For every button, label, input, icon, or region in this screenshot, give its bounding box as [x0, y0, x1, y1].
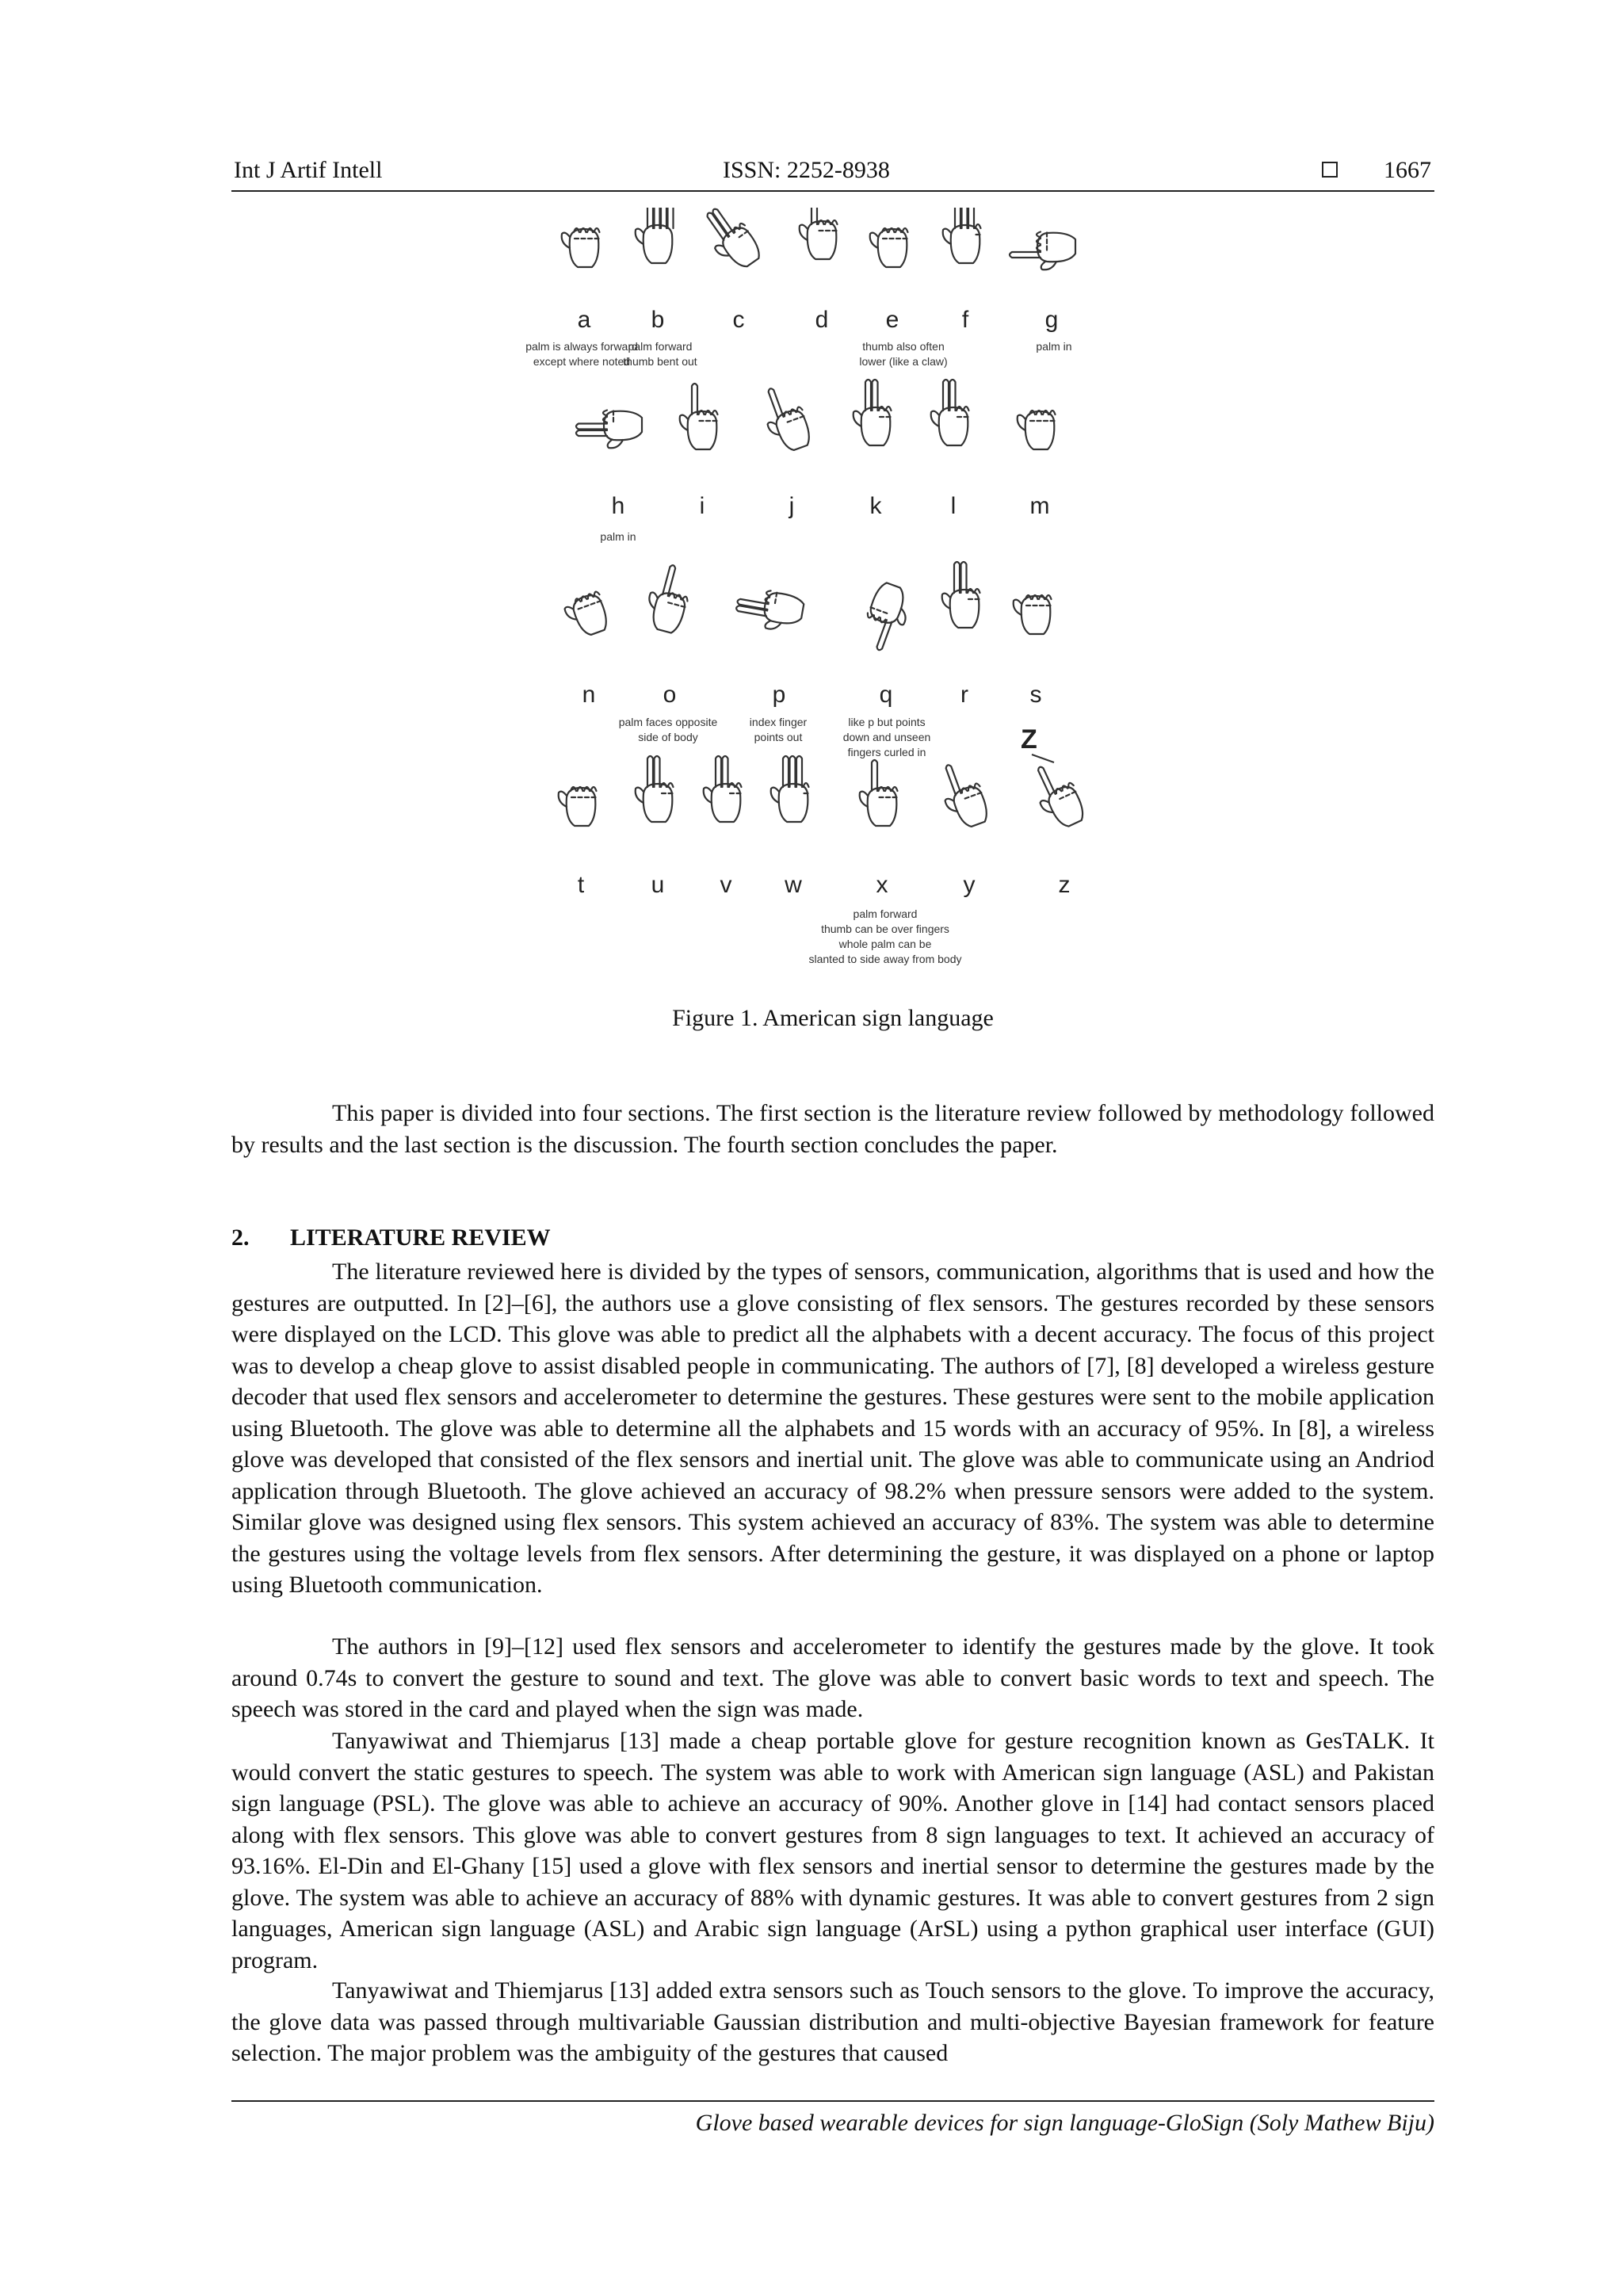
hand-z-icon [1026, 758, 1088, 833]
hand-n-icon [563, 590, 612, 640]
letter-x: x [876, 872, 888, 898]
note-g: palm in [1036, 340, 1072, 353]
hand-w-icon [771, 756, 809, 822]
letter-s: s [1029, 682, 1042, 708]
letter-l: l [950, 493, 957, 519]
note-x: palm forward thumb can be over fingers whole palm can be slanted to side away from body [808, 907, 962, 965]
section-number: 2. [231, 1224, 250, 1251]
note-h: palm in [600, 530, 636, 543]
body-paragraph-2: The authors in [9]–[12] used flex sensors and accelerometer to identify the gestures made by the glove. It took around 0.74s to convert the gesture to sound and text. The glove was able to convert basic words to text and speech. The speech was stored in the card and played when the sign was made. [231, 1633, 1434, 1722]
figure-caption: Figure 1. American sign language [672, 1005, 994, 1031]
letter-o: o [663, 682, 677, 708]
letter-e: e [885, 307, 899, 333]
journal-name: Int J Artif Intell [234, 157, 383, 183]
checkbox-square-icon [1322, 162, 1338, 178]
hand-e-icon [870, 228, 908, 267]
hand-h-icon [576, 411, 642, 449]
body-paragraph-4: Tanyawiwat and Thiemjarus [13] added extra sensors such as Touch sensors to the glove. To improve the accuracy, the glove data was passed through multivariable Gaussian distribution and multi-objective Bayesian framework for feature selection. The major problem was the ambiguity of the gestures that caused [231, 1977, 1434, 2066]
hand-f-icon [943, 208, 981, 263]
hand-v-icon [704, 756, 742, 822]
hand-y-icon [934, 758, 991, 832]
letter-q: q [879, 682, 893, 708]
intro-paragraph: This paper is divided into four sections. The first section is the literature review followed by methodology followed by results and the last section is the discussion. The fourth section concludes the paper. [231, 1100, 1434, 1158]
letter-t: t [577, 872, 585, 898]
hand-t-icon [559, 787, 597, 826]
section-title: LITERATURE REVIEW [290, 1224, 551, 1251]
section-heading [231, 1224, 551, 1251]
running-header [231, 155, 1434, 192]
letter-d: d [815, 307, 829, 333]
note-a: palm is always forward except where noted [525, 340, 638, 368]
z-motion-mark: Z [1021, 724, 1037, 755]
note-p: index finger points out [749, 716, 808, 743]
body-paragraph-3: Tanyawiwat and Thiemjarus [13] made a cheap portable glove for gesture recognition known as GesTALK. It would convert the static gestures to speech. The system was able to work with American sign language (ASL) and Pakistan sign language (PSL). The glove was able to achieve an accuracy of 90%. Another glove in [14] had contact sensors placed along with flex sensors. This glove was able to convert gestures from 8 sign languages to text. It achieved an accuracy of 93.16%. El-Din and El-Ghany [15] used a glove with flex sensors and inertial sensor to determine the gestures made by the glove. The system was able to achieve an accuracy of 88% with dynamic gestures. It was able to convert gestures from 2 sign languages, American sign language (ASL) and Arabic sign language (ArSL) using a python graphical user interface (GUI) program. [231, 1728, 1434, 1973]
hand-p-icon [734, 586, 805, 634]
hand-d-icon [800, 208, 838, 259]
z-motion-arrow-icon [1032, 755, 1054, 762]
note-b: palm forward thumb bent out [623, 340, 697, 368]
note-q: like p but points down and unseen fingers curled in [842, 716, 931, 758]
letter-n: n [582, 682, 596, 708]
running-footer: Glove based wearable devices for sign language-GloSign (Soly Mathew Biju) [231, 2100, 1434, 2137]
page-number: 1667 [1384, 157, 1431, 183]
hand-r-icon [942, 562, 980, 628]
hand-g-icon [1010, 232, 1075, 270]
letter-v: v [720, 872, 732, 898]
letter-m: m [1029, 493, 1050, 519]
letter-y: y [963, 872, 976, 898]
letter-w: w [785, 872, 802, 898]
hand-q-icon [857, 580, 915, 655]
hand-a-icon [562, 228, 600, 267]
letter-a: a [577, 307, 591, 333]
hand-l-icon [931, 380, 969, 445]
letter-b: b [651, 307, 665, 333]
letter-h: h [611, 493, 625, 519]
note-o: palm faces opposite side of body [618, 716, 718, 743]
letter-f: f [961, 307, 969, 333]
issn: ISSN: 2252-8938 [723, 157, 890, 183]
hand-s-icon [1014, 595, 1052, 634]
letter-k: k [869, 493, 882, 519]
hand-j-icon [756, 381, 814, 456]
letter-g: g [1044, 307, 1059, 333]
letter-j: j [789, 493, 795, 519]
body-paragraph-1: The literature reviewed here is divided by the types of sensors, communication, algorithms that is used and how the gestures are outputted. In [2]–[6], the authors use a glove consisting of flex sensors. The gestures recorded by these sensors were displayed on the LCD. This glove was able to predict all the alphabets with a decent accuracy. The focus of this project was to develop a cheap glove to assist disabled people in communicating. The authors of [7], [8] developed a wireless gesture decoder that used flex sensors and accelerometer to determine the gestures. These gestures were sent to the mobile application using Bluetooth. The glove was able to determine all the alphabets and 15 words with an accuracy of 95%. In [8], a wireless glove was developed that consisted of the flex sensors and inertial unit. The glove was able to communicate using an Andriod application through Bluetooth. The glove achieved an accuracy of 98.2% when pressure sensors were added to the system. Similar glove was designed using flex sensors. This system achieved an accuracy of 83%. The system was able to determine the gestures using the voltage levels from flex sensors. After determining the gesture, it was displayed on a phone or laptop using Bluetooth communication. [231, 1259, 1434, 1598]
note-e: thumb also often lower (like a claw) [859, 340, 948, 368]
letter-r: r [960, 682, 968, 708]
hand-u-icon [636, 756, 674, 822]
letter-u: u [651, 872, 665, 898]
letter-p: p [772, 682, 786, 708]
hand-b-icon [636, 208, 674, 263]
hand-k-icon [854, 380, 892, 445]
hand-i-icon [680, 384, 718, 449]
asl-alphabet-figure [525, 208, 1109, 984]
letter-z: z [1058, 872, 1071, 898]
hand-c-icon [696, 208, 765, 276]
hand-x-icon [860, 760, 898, 826]
hand-m-icon [1018, 411, 1056, 449]
letter-c: c [732, 307, 745, 333]
letter-i: i [699, 493, 705, 519]
hand-o-icon [642, 561, 696, 635]
